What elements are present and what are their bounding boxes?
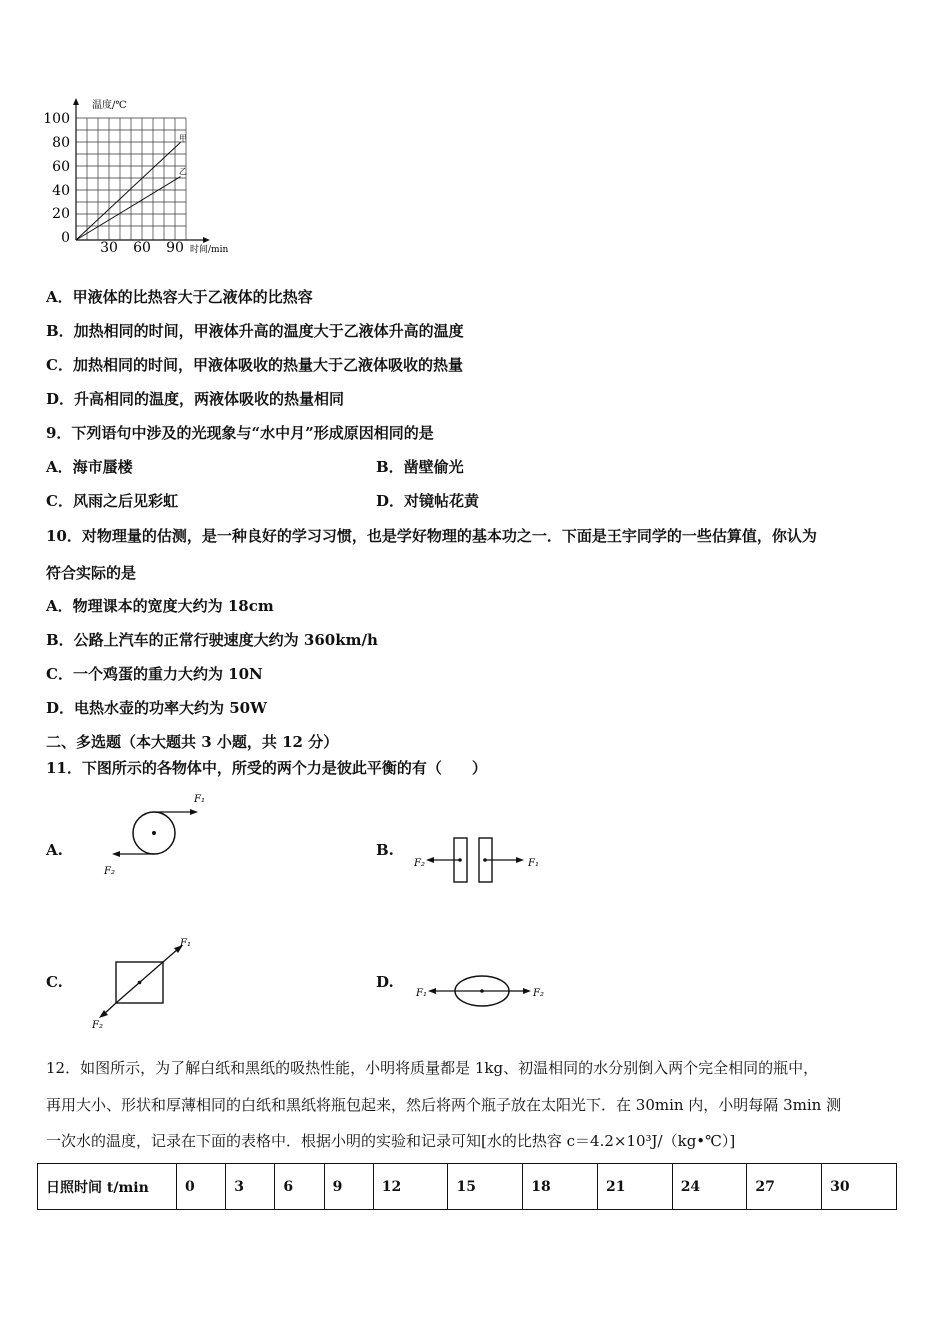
- x-axis-label: 时间/min: [190, 245, 229, 255]
- y-tick-60: 60: [52, 159, 70, 175]
- y-tick-80: 80: [52, 135, 70, 151]
- y-tick-0: 0: [61, 230, 70, 246]
- table-cell: 3: [226, 1164, 275, 1210]
- table-cell: 15: [448, 1164, 523, 1210]
- force-label-f2: F₂: [414, 858, 425, 869]
- table-cell: 24: [672, 1164, 747, 1210]
- q8-option-a: A．甲液体的比热容大于乙液体的比热容: [46, 288, 313, 306]
- y-tick-40: 40: [52, 183, 70, 199]
- arrow-right-icon: [516, 857, 524, 863]
- q9-option-a: A．海市蜃楼: [46, 458, 133, 476]
- q12-line2: 再用大小、形状和厚薄相同的白纸和黑纸将瓶包起来，然后将两个瓶子放在太阳光下．在 30min 内，小明每隔 3min 测: [46, 1096, 842, 1114]
- temperature-time-graph: [40, 96, 250, 256]
- y-axis-arrow-icon: [73, 98, 79, 105]
- force-label-f1: F₁: [528, 858, 539, 869]
- force-label-f2: F₂: [104, 866, 115, 877]
- q9-option-d: D．对镜帖花黄: [376, 492, 480, 510]
- q8-option-b: B．加热相同的时间，甲液体升高的温度大于乙液体升高的温度: [46, 322, 464, 340]
- table-cell: 0: [177, 1164, 226, 1210]
- series-line-jia: [76, 142, 181, 240]
- section-heading: 二、多选题（本大题共 3 小题，共 12 分）: [46, 733, 339, 751]
- q9-stem: 9．下列语句中涉及的光现象与“水中月”形成原因相同的是: [46, 424, 434, 442]
- q12-line3: 一次水的温度，记录在下面的表格中．根据小明的实验和记录可知[水的比热容 c＝4.2×10³J/（kg•℃）]: [46, 1132, 736, 1150]
- force-label-f1: F₁: [180, 938, 191, 949]
- force-label-f2: F₂: [533, 988, 544, 999]
- sunlight-time-table: [37, 1163, 897, 1210]
- q11-figure-a: [98, 786, 218, 886]
- y-tick-20: 20: [52, 206, 70, 222]
- q11-figure-c: [88, 936, 198, 1036]
- y-axis-label: 温度/℃: [92, 100, 127, 111]
- q11-stem: 11．下图所示的各物体中，所受的两个力是彼此平衡的有（ ）: [46, 759, 487, 777]
- arrow-left-icon: [426, 857, 434, 863]
- force-label-f2: F₂: [92, 1020, 103, 1031]
- table-cell: 6: [275, 1164, 324, 1210]
- q10-stem-line1: 10．对物理量的估测，是一种良好的学习习惯，也是学好物理的基本功之一．下面是王宇同学的一些估算值，你认为: [46, 527, 817, 545]
- q11-figure-d: [410, 966, 560, 1016]
- q11-label-d: D.: [376, 973, 394, 991]
- q9-option-b: B．凿壁偷光: [376, 458, 464, 476]
- y-tick-100: 100: [43, 111, 70, 127]
- table-cell: 30: [822, 1164, 897, 1210]
- table-header-cell: 日照时间 t/min: [38, 1164, 177, 1210]
- q11-label-c: C.: [46, 973, 63, 991]
- q11-label-b: B.: [376, 841, 394, 859]
- arrow-left-icon: [112, 851, 120, 857]
- q11-label-a: A.: [46, 841, 63, 859]
- table-cell: 21: [597, 1164, 672, 1210]
- q10-stem-line2: 符合实际的是: [46, 564, 137, 582]
- arrow-left-icon: [428, 988, 436, 994]
- q8-option-c: C．加热相同的时间，甲液体吸收的热量大于乙液体吸收的热量: [46, 356, 463, 374]
- table-cell: 9: [324, 1164, 373, 1210]
- force-label-f1: F₁: [194, 794, 205, 805]
- q10-option-d: D．电热水壶的功率大约为 50W: [46, 699, 267, 717]
- table-cell: 18: [523, 1164, 598, 1210]
- q10-option-b: B．公路上汽车的正常行驶速度大约为 360km/h: [46, 631, 378, 649]
- q9-option-c: C．风雨之后见彩虹: [46, 492, 178, 510]
- table-cell: 12: [373, 1164, 448, 1210]
- line-label-yi: 乙: [179, 167, 187, 176]
- x-tick-30: 30: [100, 240, 118, 256]
- series-line-yi: [76, 177, 181, 240]
- arrow-right-icon: [523, 988, 531, 994]
- q11-figure-b: [410, 830, 550, 890]
- x-tick-90: 90: [166, 240, 184, 256]
- x-axis-arrow-icon: [203, 237, 210, 243]
- force-label-f1: F₁: [416, 988, 427, 999]
- arrow-right-icon: [190, 809, 198, 815]
- grid: [76, 118, 186, 240]
- line-label-jia: 甲: [179, 134, 187, 143]
- q10-option-a: A．物理课本的宽度大约为 18cm: [46, 597, 274, 615]
- q8-option-d: D．升高相同的温度，两液体吸收的热量相同: [46, 390, 345, 408]
- table-cell: 27: [747, 1164, 822, 1210]
- x-tick-60: 60: [133, 240, 151, 256]
- q12-line1: 12．如图所示，为了解白纸和黑纸的吸热性能，小明将质量都是 1kg、初温相同的水分别倒入两个完全相同的瓶中，: [46, 1059, 819, 1077]
- table-row: [38, 1164, 897, 1210]
- q10-option-c: C．一个鸡蛋的重力大约为 10N: [46, 665, 263, 683]
